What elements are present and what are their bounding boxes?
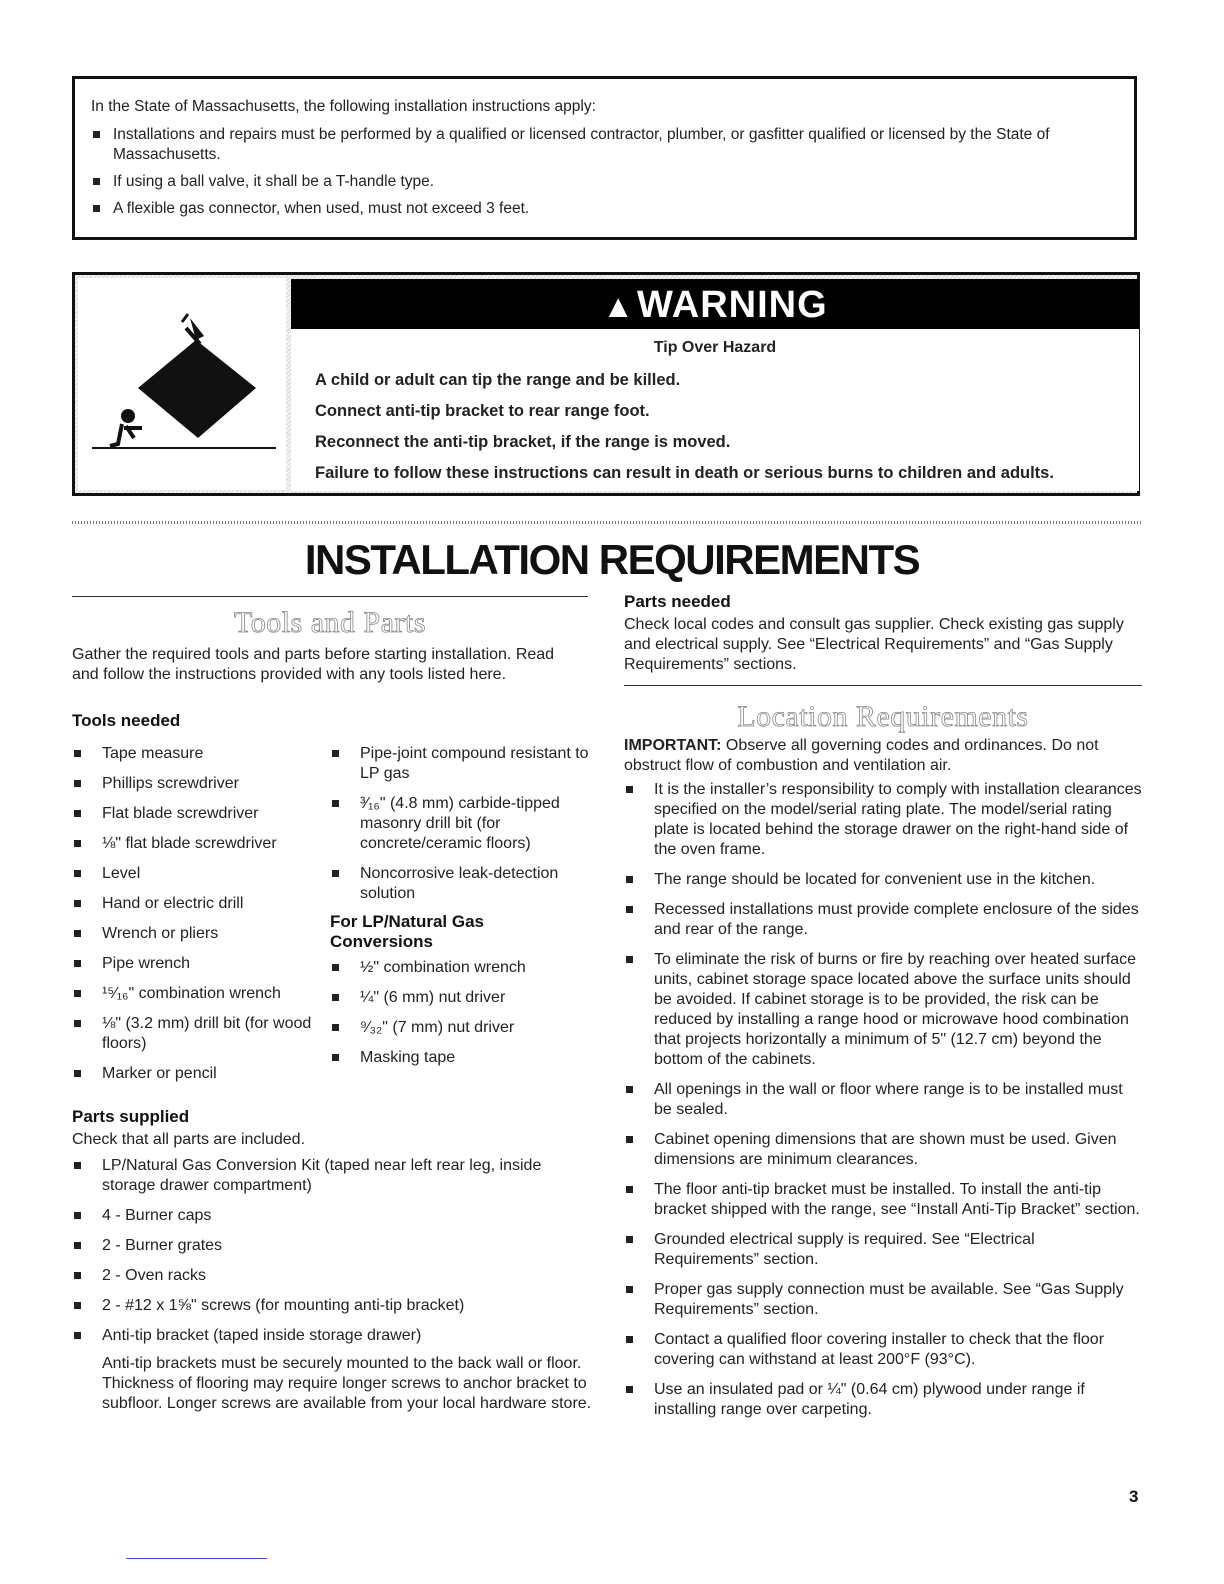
warning-line: Reconnect the anti-tip bracket, if the range is moved. (315, 433, 731, 451)
location-requirements-list (624, 780, 1142, 1430)
list-item: ½" combination wrench (330, 958, 592, 978)
list-item: LP/Natural Gas Conversion Kit (taped near left rear leg, inside storage drawer compartment) (72, 1156, 592, 1196)
list-item: Grounded electrical supply is required. See “Electrical Requirements” section. (624, 1230, 1142, 1270)
list-item: ¼" (6 mm) nut driver (330, 988, 592, 1008)
massachusetts-item: If using a ball valve, it shall be a T-handle type. (91, 172, 1118, 192)
list-item: ⅛" (3.2 mm) drill bit (for wood floors) (72, 1014, 312, 1054)
warning-triangle-icon: ▲ (602, 288, 635, 324)
parts-supplied-intro: Check that all parts are included. (72, 1131, 306, 1148)
dotted-separator (72, 521, 1142, 524)
important-note (624, 736, 1142, 776)
parts-needed-text: Check local codes and consult gas supplier. Check existing gas supply and electrical supply. See “Electrical Requirements” and “Gas Supply Requirements” sections. (624, 616, 1124, 673)
important-label: IMPORTANT: (624, 737, 722, 754)
footer-rule (126, 1558, 267, 1559)
warning-banner (291, 279, 1139, 329)
conversions-list (330, 958, 592, 1078)
list-item: ³⁄₁₆" (4.8 mm) carbide-tipped masonry drill bit (for concrete/ceramic floors) (330, 794, 592, 854)
massachusetts-item: Installations and repairs must be performed by a qualified or licensed contractor, plumber, or gasfitter qualified or licensed by the State of Massachusetts. (91, 125, 1118, 165)
list-item: Masking tape (330, 1048, 592, 1068)
list-item: Tape measure (72, 744, 312, 764)
list-item: Contact a qualified floor covering installer to check that the floor covering can withstand at least 200°F (93°C). (624, 1330, 1142, 1370)
section-rule (624, 685, 1142, 686)
list-item: To eliminate the risk of burns or fire by reaching over heated surface units, cabinet storage space located above the surface units should be avoided. If cabinet storage is to be provided, the risk can be reduced by installing a range hood or microwave hood combination that projects horizontally a minimum of 5" (12.7 cm) beyond the bottom of the cabinets. (624, 950, 1142, 1070)
list-item: Noncorrosive leak-detection solution (330, 864, 592, 904)
warning-text-panel (291, 279, 1139, 491)
page-number: 3 (1129, 1487, 1139, 1506)
massachusetts-list (91, 125, 1118, 219)
list-item: Anti-tip bracket (taped inside storage drawer) (72, 1326, 592, 1346)
location-requirements-heading: Location Requirements (737, 700, 1029, 733)
parts-needed-heading: Parts needed (624, 592, 731, 611)
list-item: Flat blade screwdriver (72, 804, 312, 824)
list-item: All openings in the wall or floor where range is to be installed must be sealed. (624, 1080, 1142, 1120)
list-item: Pipe-joint compound resistant to LP gas (330, 744, 592, 784)
list-item: Recessed installations must provide complete enclosure of the sides and rear of the range. (624, 900, 1142, 940)
tools-intro: Gather the required tools and parts before starting installation. Read and follow the instructions provided with any tools listed here. (72, 646, 555, 683)
list-item: Pipe wrench (72, 954, 312, 974)
list-item: The range should be located for convenient use in the kitchen. (624, 870, 1142, 890)
list-item: Level (72, 864, 312, 884)
tools-list-col2 (330, 744, 592, 914)
tools-needed-heading: Tools needed (72, 711, 181, 730)
list-item: 2 - #12 x 1⅝" screws (for mounting anti-tip bracket) (72, 1296, 592, 1316)
warning-line: A child or adult can tip the range and be killed. (315, 371, 681, 389)
parts-supplied-list (72, 1156, 592, 1356)
section-rule (72, 596, 588, 597)
list-item: ⁹⁄₃₂" (7 mm) nut driver (330, 1018, 592, 1038)
conversions-heading: For LP/Natural Gas Conversions (330, 912, 484, 951)
list-item: Hand or electric drill (72, 894, 312, 914)
parts-supplied-heading: Parts supplied (72, 1107, 190, 1126)
list-item: Marker or pencil (72, 1064, 312, 1084)
tip-over-hazard-icon (78, 278, 286, 490)
massachusetts-intro: In the State of Massachusetts, the following installation instructions apply: (91, 98, 596, 115)
massachusetts-notice-box (72, 76, 1137, 240)
tip-over-illustration-panel (78, 278, 286, 490)
list-item: Cabinet opening dimensions that are shown must be used. Given dimensions are minimum clearances. (624, 1130, 1142, 1170)
tools-list-col1 (72, 744, 312, 1094)
massachusetts-item: A flexible gas connector, when used, must not exceed 3 feet. (91, 199, 1118, 219)
list-item: Use an insulated pad or ¼" (0.64 cm) plywood under range if installing range over carpeting. (624, 1380, 1142, 1420)
list-item: 2 - Burner grates (72, 1236, 592, 1256)
list-item: ⅛" flat blade screwdriver (72, 834, 312, 854)
list-item: Phillips screwdriver (72, 774, 312, 794)
list-item: It is the installer’s responsibility to comply with installation clearances specified on the model/serial rating plate. The model/serial rating plate is located behind the storage drawer on the right-hand side of the oven frame. (624, 780, 1142, 860)
important-text: Observe all governing codes and ordinances. Do not obstruct flow of combustion and ventilation air. (624, 737, 1099, 774)
warning-line: Connect anti-tip bracket to rear range foot. (315, 402, 650, 420)
list-item: Proper gas supply connection must be available. See “Gas Supply Requirements” section. (624, 1280, 1142, 1320)
list-item: Wrench or pliers (72, 924, 312, 944)
warning-box (72, 272, 1140, 496)
list-item: The floor anti-tip bracket must be installed. To install the anti-tip bracket shipped with the range, see “Install Anti-Tip Bracket” section. (624, 1180, 1142, 1220)
list-item: 2 - Oven racks (72, 1266, 592, 1286)
page-title: INSTALLATION REQUIREMENTS (304, 536, 920, 583)
tools-and-parts-heading: Tools and Parts (233, 606, 427, 639)
list-item: ¹⁵⁄₁₆" combination wrench (72, 984, 312, 1004)
list-item: 4 - Burner caps (72, 1206, 592, 1226)
warning-line: Failure to follow these instructions can result in death or serious burns to children and adults. (315, 464, 1054, 482)
warning-banner-text: WARNING (637, 284, 828, 326)
hazard-title: Tip Over Hazard (653, 339, 777, 356)
anti-tip-note: Anti-tip brackets must be securely mounted to the back wall or floor. Thickness of flooring may require longer screws to anchor bracket to subfloor. Longer screws are available from your local hardware store. (102, 1355, 592, 1412)
